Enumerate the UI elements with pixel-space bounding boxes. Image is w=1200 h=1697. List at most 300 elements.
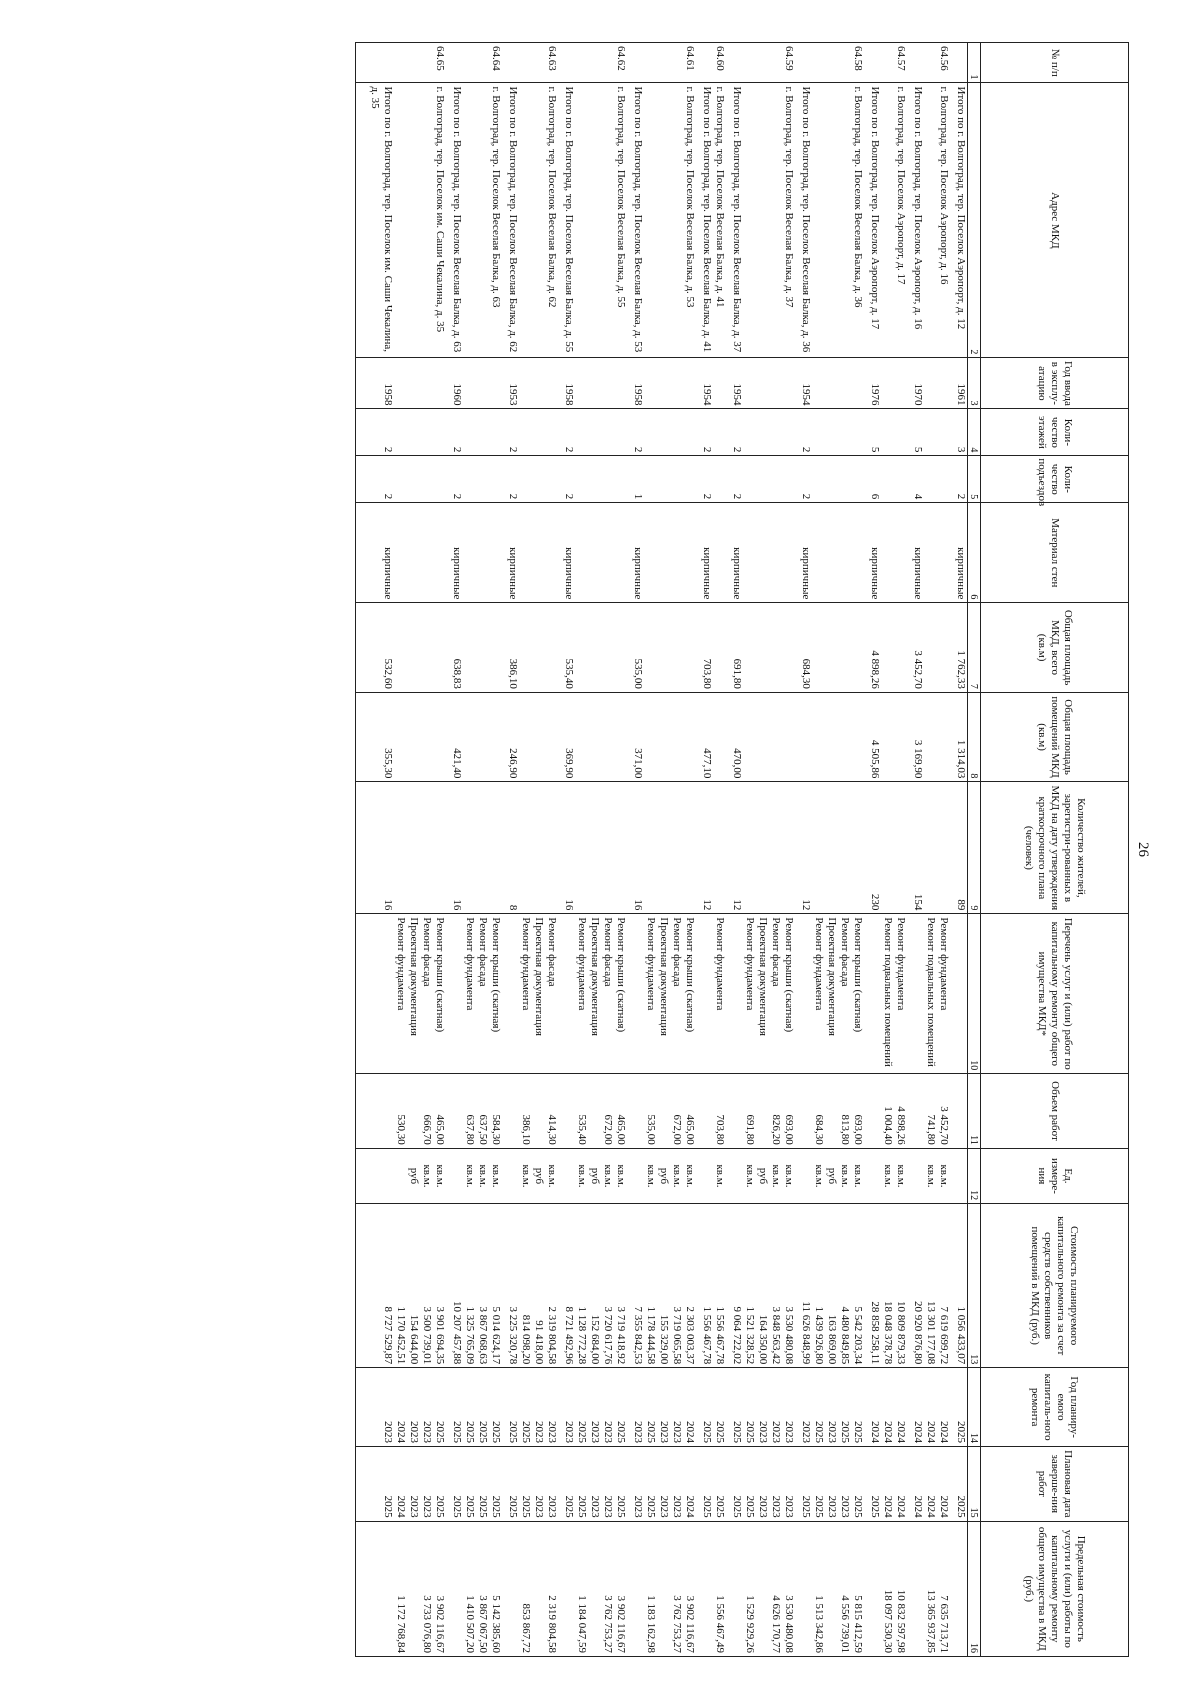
residents: 16 bbox=[631, 782, 644, 914]
total-plan-year: 2024 bbox=[911, 1368, 924, 1447]
empty-cell bbox=[368, 914, 394, 1074]
empty-cell bbox=[506, 43, 519, 83]
column-header: Предельная стоимость услуги и (или) работы по капитальному ремонту общего имущества в МКД (руб.) bbox=[981, 1521, 1129, 1656]
volume-cell bbox=[881, 1074, 911, 1149]
limit-cost: 3 867 067,50 bbox=[477, 1595, 489, 1653]
empty-cell bbox=[644, 456, 700, 503]
column-number: 6 bbox=[968, 503, 981, 603]
total-address: Итого по г. Волгоград, тер. Поселок Веселая Балка, д. 36 bbox=[799, 83, 812, 358]
unit-cell bbox=[743, 1148, 799, 1203]
unit-cell bbox=[644, 1148, 700, 1203]
empty-cell bbox=[954, 1074, 968, 1149]
plan-year: 2025 bbox=[813, 1421, 825, 1444]
residents: 154 bbox=[911, 782, 924, 914]
empty-cell bbox=[713, 603, 730, 692]
total-plan-year: 2025 bbox=[506, 1368, 519, 1447]
empty-cell bbox=[394, 409, 450, 456]
repair-plan-table bbox=[355, 42, 1129, 1657]
work-cell bbox=[713, 914, 730, 1074]
empty-cell bbox=[356, 1521, 369, 1656]
entrances: 2 bbox=[562, 456, 575, 503]
area-total: 535,40 bbox=[562, 603, 575, 692]
empty-cell bbox=[868, 1521, 881, 1656]
empty-cell bbox=[700, 1074, 713, 1149]
column-number: 15 bbox=[968, 1447, 981, 1522]
area-total: 535,00 bbox=[631, 603, 644, 692]
finish-date: 2023 bbox=[408, 1495, 420, 1518]
plan-year-cell bbox=[394, 1368, 450, 1447]
residents: 16 bbox=[562, 782, 575, 914]
column-number: 10 bbox=[968, 914, 981, 1074]
empty-cell bbox=[575, 456, 631, 503]
year-built: 1958 bbox=[631, 358, 644, 409]
empty-cell bbox=[799, 914, 812, 1074]
entrances: 2 bbox=[730, 456, 743, 503]
year-built: 1954 bbox=[730, 358, 743, 409]
house-row bbox=[743, 43, 799, 1657]
unit: кв.м. bbox=[925, 1164, 937, 1188]
entrances: 4 bbox=[911, 456, 924, 503]
limit-cost-cell bbox=[881, 1521, 911, 1656]
finish-date: 2024 bbox=[925, 1495, 937, 1518]
cost-cell bbox=[924, 1204, 954, 1368]
unit: кв.м. bbox=[671, 1164, 683, 1188]
work: Ремонт крыши (скатная) bbox=[434, 917, 446, 1033]
unit: руб bbox=[408, 1167, 420, 1185]
unit: кв.м. bbox=[421, 1164, 433, 1188]
work: Ремонт фундамента bbox=[895, 917, 907, 1011]
work: Ремонт крыши (скатная) bbox=[615, 917, 627, 1033]
finish-date: 2023 bbox=[421, 1495, 433, 1518]
limit-cost-cell bbox=[924, 1521, 954, 1656]
cost: 152 684,00 bbox=[589, 1314, 601, 1365]
wall-material: кирпичные bbox=[631, 503, 644, 603]
column-header: Коли-чество этажей bbox=[981, 409, 1129, 456]
empty-cell bbox=[881, 603, 911, 692]
volume-cell bbox=[575, 1074, 631, 1149]
empty-cell bbox=[562, 1148, 575, 1203]
cost: 814 098,20 bbox=[520, 1314, 532, 1365]
volume: 813,80 bbox=[839, 1114, 851, 1145]
work: Ремонт фундамента bbox=[395, 917, 407, 1011]
empty-cell bbox=[519, 782, 562, 914]
cost-cell bbox=[463, 1204, 506, 1368]
empty-cell bbox=[730, 914, 743, 1074]
total-cost: 11 626 848,99 bbox=[799, 1204, 812, 1368]
total-cost: 9 064 722,02 bbox=[730, 1204, 743, 1368]
empty-cell bbox=[954, 1521, 968, 1656]
cost: 5 542 203,34 bbox=[852, 1306, 864, 1365]
entrances: 2 bbox=[450, 456, 463, 503]
total-address: Итого по г. Волгоград, тер. Поселок Веселая Балка, д. 41 bbox=[700, 83, 713, 358]
work-cell bbox=[575, 914, 631, 1074]
limit-cost: 10 832 597,98 bbox=[895, 1589, 907, 1653]
cost: 5 014 624,17 bbox=[490, 1306, 502, 1365]
empty-cell bbox=[799, 1148, 812, 1203]
volume-cell bbox=[519, 1074, 562, 1149]
column-number: 12 bbox=[968, 1148, 981, 1203]
finish-date: 2025 bbox=[714, 1495, 726, 1518]
finish-date: 2024 bbox=[882, 1495, 894, 1518]
limit-cost-cell bbox=[394, 1521, 450, 1656]
empty-cell bbox=[924, 456, 954, 503]
row-number: 64.62 bbox=[575, 43, 631, 83]
empty-cell bbox=[812, 692, 868, 781]
total-address: Итого по г. Волгоград, тер. Поселок Веселая Балка, д. 37 bbox=[730, 83, 743, 358]
empty-cell bbox=[743, 358, 799, 409]
empty-cell bbox=[356, 409, 369, 456]
empty-cell bbox=[519, 692, 562, 781]
empty-cell bbox=[911, 914, 924, 1074]
column-header: Материал стен bbox=[981, 503, 1129, 603]
cost: 18 048 378,78 bbox=[882, 1300, 894, 1365]
limit-cost bbox=[407, 1525, 420, 1653]
work: Ремонт фасада bbox=[671, 917, 683, 987]
total-address: Итого по г. Волгоград, тер. Поселок Веселая Балка, д. 53 bbox=[631, 83, 644, 358]
plan-year-cell bbox=[644, 1368, 700, 1447]
finish-date: 2023 bbox=[546, 1495, 558, 1518]
residents: 12 bbox=[730, 782, 743, 914]
empty-cell bbox=[700, 1521, 713, 1656]
column-header: Адрес МКД bbox=[981, 83, 1129, 358]
limit-cost: 3 733 076,80 bbox=[421, 1595, 433, 1653]
limit-cost: 4 626 170,77 bbox=[770, 1595, 782, 1653]
empty-cell bbox=[924, 503, 954, 603]
volume: 666,70 bbox=[421, 1114, 433, 1145]
empty-cell bbox=[368, 1148, 394, 1203]
unit: кв.м. bbox=[882, 1164, 894, 1188]
cost: 1 170 452,51 bbox=[395, 1306, 407, 1365]
finish-date: 2024 bbox=[684, 1495, 696, 1518]
empty-cell bbox=[743, 456, 799, 503]
volume bbox=[756, 1077, 769, 1145]
work: Ремонт фасада bbox=[421, 917, 433, 987]
work: Ремонт подвальных помещений bbox=[882, 917, 894, 1067]
finish-date: 2023 bbox=[658, 1495, 670, 1518]
unit-cell bbox=[713, 1148, 730, 1203]
empty-cell bbox=[562, 43, 575, 83]
plan-year: 2024 bbox=[882, 1421, 894, 1444]
entrances: 1 bbox=[631, 456, 644, 503]
cost-cell bbox=[644, 1204, 700, 1368]
empty-cell bbox=[519, 456, 562, 503]
finish-date-cell bbox=[394, 1447, 450, 1522]
area-rooms: 421,40 bbox=[450, 692, 463, 781]
entrances: 2 bbox=[799, 456, 812, 503]
limit-cost: 4 556 739,01 bbox=[839, 1595, 851, 1653]
plan-year-cell bbox=[924, 1368, 954, 1447]
finish-date-cell bbox=[575, 1447, 631, 1522]
column-header: Год планиру-емого капиталь-ного ремонта bbox=[981, 1368, 1129, 1447]
empty-cell bbox=[631, 1521, 644, 1656]
cost: 1 128 772,28 bbox=[576, 1306, 588, 1365]
empty-cell bbox=[868, 43, 881, 83]
floors: 2 bbox=[799, 409, 812, 456]
work-cell bbox=[644, 914, 700, 1074]
area-total: 3 452,70 bbox=[911, 603, 924, 692]
limit-cost: 18 097 530,30 bbox=[882, 1589, 894, 1653]
work: Ремонт фундамента bbox=[714, 917, 726, 1011]
work: Ремонт фасада bbox=[770, 917, 782, 987]
finish-date: 2023 bbox=[589, 1495, 601, 1518]
cost: 10 809 879,33 bbox=[895, 1300, 907, 1365]
cost-cell bbox=[812, 1204, 868, 1368]
total-cost: 10 207 457,88 bbox=[450, 1204, 463, 1368]
empty-cell bbox=[730, 1521, 743, 1656]
empty-cell bbox=[881, 782, 911, 914]
total-row bbox=[868, 43, 881, 1657]
column-header: Объем работ bbox=[981, 1074, 1129, 1149]
volume: 637,50 bbox=[477, 1114, 489, 1145]
floors: 2 bbox=[450, 409, 463, 456]
residents: 16 bbox=[450, 782, 463, 914]
wall-material: кирпичные bbox=[868, 503, 881, 603]
empty-cell bbox=[700, 1148, 713, 1203]
total-finish-date: 2025 bbox=[954, 1447, 968, 1522]
finish-date: 2025 bbox=[744, 1495, 756, 1518]
limit-cost bbox=[825, 1525, 838, 1653]
total-address: Итого по г. Волгоград, тер. Поселок Аэропорт, д. 17 bbox=[868, 83, 881, 358]
empty-cell bbox=[644, 503, 700, 603]
limit-cost bbox=[657, 1525, 670, 1653]
limit-cost: 5 142 385,60 bbox=[490, 1595, 502, 1653]
column-number: 7 bbox=[968, 603, 981, 692]
area-total: 386,10 bbox=[506, 603, 519, 692]
empty-cell bbox=[631, 1148, 644, 1203]
floors: 2 bbox=[631, 409, 644, 456]
plan-year: 2023 bbox=[658, 1421, 670, 1444]
unit-cell bbox=[463, 1148, 506, 1203]
empty-cell bbox=[730, 1148, 743, 1203]
wall-material: кирпичные bbox=[911, 503, 924, 603]
cost: 1 178 444,58 bbox=[645, 1306, 657, 1365]
cost-cell bbox=[519, 1204, 562, 1368]
cost: 154 644,00 bbox=[408, 1314, 420, 1365]
house-address: г. Волгоград, тер. Поселок Веселая Балка, д. 63 bbox=[463, 83, 506, 358]
plan-year: 2024 bbox=[395, 1421, 407, 1444]
empty-cell bbox=[812, 358, 868, 409]
year-built: 1960 bbox=[450, 358, 463, 409]
empty-cell bbox=[911, 1148, 924, 1203]
cost: 3 901 694,35 bbox=[434, 1306, 446, 1365]
volume: 741,80 bbox=[925, 1114, 937, 1145]
plan-year-cell bbox=[519, 1368, 562, 1447]
area-rooms: 477,10 bbox=[700, 692, 713, 781]
cost: 164 350,00 bbox=[757, 1314, 769, 1365]
floors: 3 bbox=[954, 409, 968, 456]
column-header: Общая площадь МКД, всего (кв.м) bbox=[981, 603, 1129, 692]
total-address: Итого по г. Волгоград, тер. Поселок Веселая Балка, д. 63 bbox=[450, 83, 463, 358]
volume: 535,00 bbox=[645, 1114, 657, 1145]
empty-cell bbox=[394, 358, 450, 409]
wall-material: кирпичные bbox=[450, 503, 463, 603]
house-address: г. Волгоград, тер. Поселок Веселая Балка, д. 62 bbox=[519, 83, 562, 358]
unit: руб bbox=[757, 1167, 769, 1185]
limit-cost-cell bbox=[519, 1521, 562, 1656]
volume-cell bbox=[812, 1074, 868, 1149]
plan-year-cell bbox=[575, 1368, 631, 1447]
cost: 1 325 765,09 bbox=[464, 1306, 476, 1365]
unit: кв.м. bbox=[576, 1164, 588, 1188]
column-header: Ед. измере-ния bbox=[981, 1148, 1129, 1203]
cost: 91 418,00 bbox=[533, 1320, 545, 1365]
unit bbox=[394, 1152, 407, 1200]
unit-cell bbox=[924, 1148, 954, 1203]
work: Ремонт фундамента bbox=[813, 917, 825, 1011]
empty-cell bbox=[743, 603, 799, 692]
plan-year-cell bbox=[881, 1368, 911, 1447]
entrances: 2 bbox=[368, 456, 394, 503]
plan-year: 2025 bbox=[434, 1421, 446, 1444]
entrances: 2 bbox=[954, 456, 968, 503]
total-cost: 20 920 876,80 bbox=[911, 1204, 924, 1368]
work: Проектная документация bbox=[826, 917, 838, 1036]
entrances: 2 bbox=[700, 456, 713, 503]
wall-material: кирпичные bbox=[954, 503, 968, 603]
empty-cell bbox=[463, 456, 506, 503]
finish-date-cell bbox=[713, 1447, 730, 1522]
entrances: 2 bbox=[506, 456, 519, 503]
volume-cell bbox=[713, 1074, 730, 1149]
total-cost: 3 225 320,78 bbox=[506, 1204, 519, 1368]
row-number: 64.60 bbox=[713, 43, 730, 83]
unit: кв.м. bbox=[602, 1164, 614, 1188]
house-row bbox=[713, 43, 730, 1657]
empty-cell bbox=[700, 914, 713, 1074]
cost: 4 480 849,85 bbox=[839, 1306, 851, 1365]
cost: 155 329,00 bbox=[658, 1314, 670, 1365]
plan-year-cell bbox=[743, 1368, 799, 1447]
column-number: 13 bbox=[968, 1204, 981, 1368]
work: Проектная документация bbox=[408, 917, 420, 1036]
row-number: 64.56 bbox=[924, 43, 954, 83]
house-row bbox=[924, 43, 954, 1657]
area-rooms: 355,30 bbox=[368, 692, 394, 781]
area-total: 703,80 bbox=[700, 603, 713, 692]
total-finish-date: 2025 bbox=[506, 1447, 519, 1522]
row-number: 64.57 bbox=[881, 43, 911, 83]
volume: 530,30 bbox=[395, 1114, 407, 1145]
plan-year: 2023 bbox=[671, 1421, 683, 1444]
volume-cell bbox=[743, 1074, 799, 1149]
finish-date: 2025 bbox=[813, 1495, 825, 1518]
total-finish-date: 2025 bbox=[868, 1447, 881, 1522]
plan-year: 2023 bbox=[826, 1421, 838, 1444]
empty-cell bbox=[463, 358, 506, 409]
total-address: Итого по г. Волгоград, тер. Поселок Аэропорт, д. 12 bbox=[954, 83, 968, 358]
house-address: г. Волгоград, тер. Поселок Веселая Балка, д. 55 bbox=[575, 83, 631, 358]
empty-cell bbox=[450, 914, 463, 1074]
cost: 7 619 699,72 bbox=[938, 1306, 950, 1365]
area-rooms: 470,00 bbox=[730, 692, 743, 781]
volume bbox=[657, 1077, 670, 1145]
total-finish-date: 2025 bbox=[799, 1447, 812, 1522]
finish-date: 2025 bbox=[615, 1495, 627, 1518]
empty-cell bbox=[394, 503, 450, 603]
limit-cost: 2 319 804,58 bbox=[546, 1595, 558, 1653]
limit-cost bbox=[756, 1525, 769, 1653]
limit-cost: 1 529 929,26 bbox=[744, 1595, 756, 1653]
finish-date: 2023 bbox=[826, 1495, 838, 1518]
total-plan-year: 2023 bbox=[562, 1368, 575, 1447]
empty-cell bbox=[881, 358, 911, 409]
unit: кв.м. bbox=[520, 1164, 532, 1188]
empty-cell bbox=[356, 456, 369, 503]
volume: 703,80 bbox=[714, 1114, 726, 1145]
total-finish-date: 2025 bbox=[562, 1447, 575, 1522]
plan-year: 2023 bbox=[589, 1421, 601, 1444]
area-rooms: 1 314,03 bbox=[954, 692, 968, 781]
work: Ремонт фасада bbox=[602, 917, 614, 987]
work: Ремонт фундамента bbox=[520, 917, 532, 1011]
unit: кв.м. bbox=[434, 1164, 446, 1188]
total-plan-year: 2023 bbox=[799, 1368, 812, 1447]
column-header: Стоимость планируемого капитального ремонта за счет средств собственников помещений в МКД (руб.) bbox=[981, 1204, 1129, 1368]
limit-cost: 3 762 753,27 bbox=[602, 1595, 614, 1653]
unit: кв.м. bbox=[477, 1164, 489, 1188]
empty-cell bbox=[868, 1148, 881, 1203]
volume bbox=[588, 1077, 601, 1145]
empty-cell bbox=[881, 456, 911, 503]
empty-cell bbox=[519, 358, 562, 409]
unit: кв.м. bbox=[645, 1164, 657, 1188]
empty-cell bbox=[356, 1368, 369, 1447]
empty-cell bbox=[356, 1204, 369, 1368]
plan-year: 2025 bbox=[645, 1421, 657, 1444]
row-number: 64.59 bbox=[743, 43, 799, 83]
empty-cell bbox=[924, 692, 954, 781]
floors: 2 bbox=[506, 409, 519, 456]
cost: 1 439 926,80 bbox=[813, 1306, 825, 1365]
total-row bbox=[954, 43, 968, 1657]
row-number: 64.64 bbox=[463, 43, 506, 83]
total-finish-date: 2024 bbox=[911, 1447, 924, 1522]
volume: 672,00 bbox=[671, 1114, 683, 1145]
volume: 584,30 bbox=[490, 1114, 502, 1145]
finish-date: 2023 bbox=[533, 1495, 545, 1518]
work-cell bbox=[881, 914, 911, 1074]
work: Ремонт фундамента bbox=[744, 917, 756, 1011]
year-built: 1954 bbox=[799, 358, 812, 409]
entrances: 6 bbox=[868, 456, 881, 503]
house-row bbox=[519, 43, 562, 1657]
plan-year: 2025 bbox=[714, 1421, 726, 1444]
empty-cell bbox=[924, 603, 954, 692]
empty-cell bbox=[394, 603, 450, 692]
empty-cell bbox=[730, 1074, 743, 1149]
empty-cell bbox=[506, 1074, 519, 1149]
empty-cell bbox=[954, 1148, 968, 1203]
empty-cell bbox=[954, 914, 968, 1074]
plan-year: 2025 bbox=[520, 1421, 532, 1444]
floors: 2 bbox=[700, 409, 713, 456]
total-plan-year: 2025 bbox=[730, 1368, 743, 1447]
house-address: г. Волгоград, тер. Поселок Аэропорт, д. 16 bbox=[924, 83, 954, 358]
total-plan-year: 2023 bbox=[368, 1368, 394, 1447]
limit-cost: 3 530 480,08 bbox=[783, 1595, 795, 1653]
column-number: 14 bbox=[968, 1368, 981, 1447]
limit-cost: 13 365 937,85 bbox=[925, 1589, 937, 1653]
finish-date: 2025 bbox=[645, 1495, 657, 1518]
empty-cell bbox=[911, 1074, 924, 1149]
total-plan-year: 2023 bbox=[631, 1368, 644, 1447]
empty-cell bbox=[463, 603, 506, 692]
volume: 465,00 bbox=[434, 1114, 446, 1145]
floors: 5 bbox=[868, 409, 881, 456]
residents: 8 bbox=[506, 782, 519, 914]
volume: 4 898,26 bbox=[895, 1106, 907, 1145]
empty-cell bbox=[562, 914, 575, 1074]
